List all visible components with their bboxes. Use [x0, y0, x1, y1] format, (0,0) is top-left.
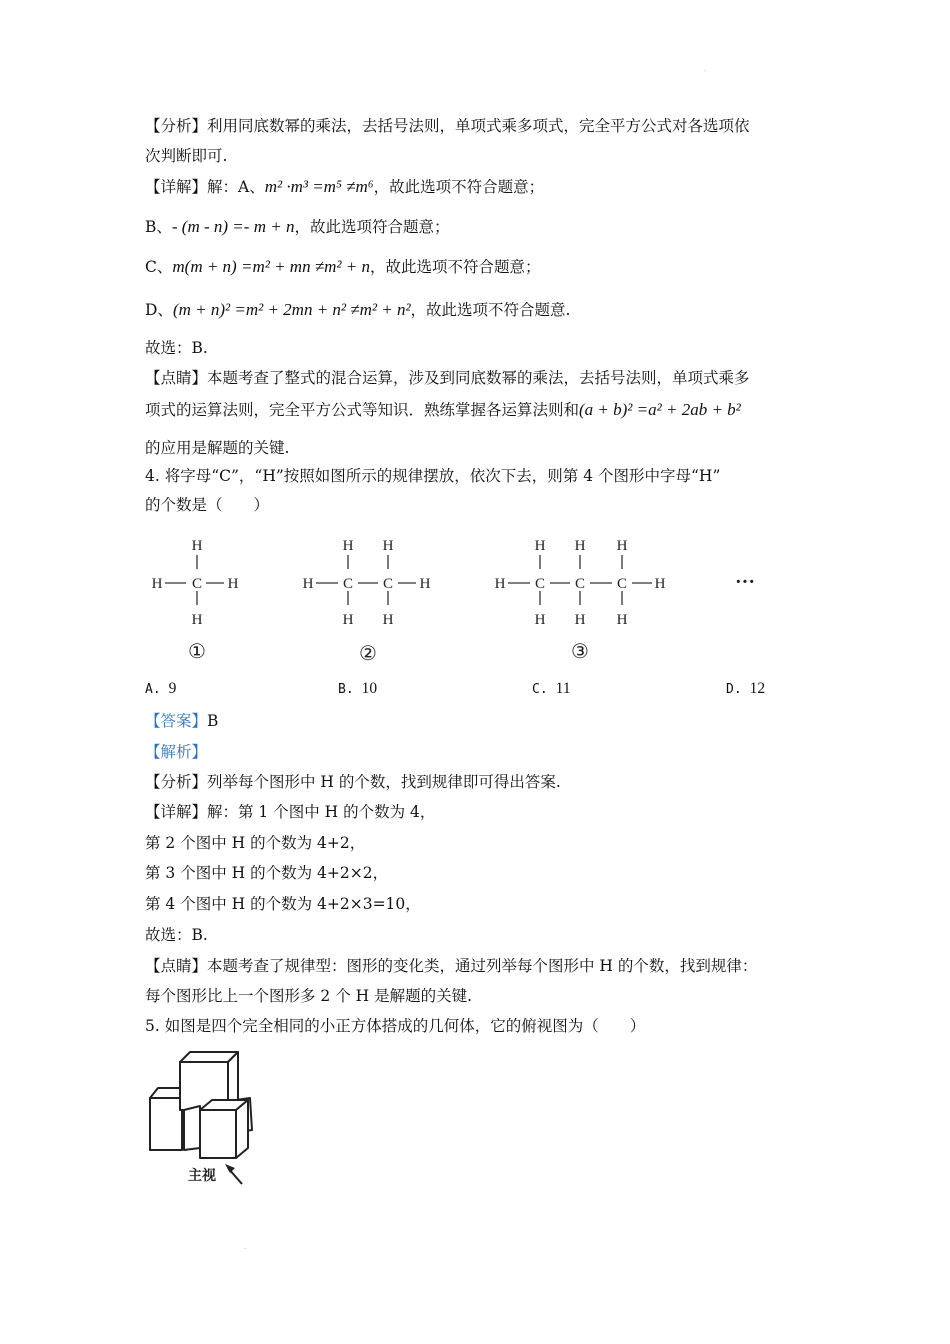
- q4-comment-1: 【点睛】本题考查了规律型：图形的变化类，通过列举每个图形中 H 的个数，找到规律：: [145, 957, 758, 975]
- atom-c: C: [616, 576, 628, 592]
- detail-c-prefix: C、: [145, 258, 173, 276]
- q4-detail-2: 第 2 个图中 H 的个数为 4+2，: [145, 834, 366, 852]
- atom-h: H: [534, 612, 546, 628]
- q4-detail-3: 第 3 个图中 H 的个数为 4+2×2，: [145, 864, 389, 882]
- atom-h: H: [342, 612, 354, 628]
- atom-c: C: [574, 576, 586, 592]
- atom-h: H: [151, 576, 163, 592]
- q4-analysis: 【分析】列举每个图形中 H 的个数，找到规律即可得出答案.: [145, 773, 561, 791]
- option-b-value: 10: [361, 680, 378, 697]
- detail-a-prefix: 【详解】解：A、: [145, 178, 265, 196]
- atom-h: H: [574, 612, 586, 628]
- q4-stem-1: 4. 将字母“C”，“H”按照如图所示的规律摆放，依次下去，则第 4 个图形中字母“H”: [145, 467, 721, 485]
- comment-prev-2-text: 项式的运算法则，完全平方公式等知识．熟练掌握各运算法则和: [145, 401, 580, 419]
- ellipsis: ···: [734, 571, 756, 593]
- detail-b-tail: ，故此选项符合题意；: [294, 218, 450, 236]
- option-c: [532, 680, 571, 698]
- detail-b-prefix: B、: [145, 218, 172, 236]
- view-arrowhead: [225, 1164, 235, 1173]
- atom-h: H: [382, 612, 394, 628]
- atom-h: H: [342, 538, 354, 554]
- formula-b: - (m - n) =- m + n: [171, 217, 295, 236]
- atom-h: H: [382, 538, 394, 554]
- option-d-value: 12: [749, 680, 766, 697]
- option-c-key: C.: [532, 682, 548, 697]
- option-b: [338, 680, 377, 698]
- analysis-line-2: 次判断即可.: [145, 147, 228, 165]
- detail-d-tail: ，故此选项不符合题意.: [410, 301, 571, 319]
- option-a-value: 9: [168, 680, 177, 697]
- q4-comment-2: 每个图形比上一个图形多 2 个 H 是解题的关键.: [145, 987, 473, 1005]
- detail-a-tail: ，故此选项不符合题意；: [373, 178, 545, 196]
- comment-prev-2: [145, 399, 741, 421]
- formula-c: m(m + n) =m² + mn ≠m² + n: [172, 257, 370, 276]
- page-mark-bottom: .: [244, 1244, 246, 1251]
- formula-d: (m + n)² =m² + 2mn + n² ≠m² + n²: [172, 300, 411, 319]
- atom-c: C: [534, 576, 546, 592]
- q5-stem: 5. 如图是四个完全相同的小正方体搭成的几何体，它的俯视图为（ ）: [145, 1017, 646, 1035]
- answer-value: B: [207, 712, 219, 730]
- q4-choice: 故选：B.: [145, 926, 208, 944]
- detail-d-prefix: D、: [145, 301, 173, 319]
- detail-b: [145, 216, 449, 238]
- atom-h: H: [616, 612, 628, 628]
- answer-tag: 【答案】: [145, 712, 208, 730]
- detail-c-tail: ，故此选项不符合题意；: [370, 258, 541, 276]
- detail-d: [145, 299, 570, 321]
- atom-h: H: [302, 576, 314, 592]
- q4-detail-1: 【详解】解：第 1 个图中 H 的个数为 4，: [145, 803, 436, 821]
- atom-h: H: [574, 538, 586, 554]
- choice-prev: 故选：B.: [145, 339, 208, 357]
- q4-figures: [140, 530, 790, 670]
- atom-h: H: [494, 576, 506, 592]
- formula-a: m² ·m³ =m⁵ ≠m⁶: [264, 177, 374, 196]
- comment-prev-1: 【点睛】本题考查了整式的混合运算，涉及到同底数幂的乘法，去括号法则，单项式乘多: [145, 369, 750, 387]
- atom-h: H: [534, 538, 546, 554]
- figure-label-3: ③: [571, 641, 589, 663]
- atom-c: C: [191, 576, 203, 592]
- cube-figure: [140, 1050, 270, 1190]
- view-label: 主视: [188, 1168, 216, 1184]
- figure-label-1: ①: [188, 641, 206, 663]
- atom-h: H: [227, 576, 239, 592]
- atom-h: H: [191, 538, 203, 554]
- atom-h: H: [419, 576, 431, 592]
- atom-h: H: [616, 538, 628, 554]
- q4-detail-4: 第 4 个图中 H 的个数为 4+2×3=10，: [145, 895, 421, 913]
- formula-square: (a + b)² =a² + 2ab + b²: [579, 400, 741, 419]
- answer-line: [145, 710, 218, 732]
- page-mark: .: [704, 66, 706, 73]
- atom-c: C: [342, 576, 354, 592]
- option-a-key: A.: [145, 682, 161, 697]
- atom-h: H: [191, 612, 203, 628]
- atom-h: H: [654, 576, 666, 592]
- option-d: [726, 680, 765, 698]
- detail-c: [145, 256, 541, 278]
- analysis-tag: 【解析】: [145, 743, 208, 761]
- detail-a: [145, 176, 544, 198]
- figure-label-2: ②: [359, 643, 377, 665]
- option-b-key: B.: [338, 682, 354, 697]
- comment-prev-3: 的应用是解题的关键.: [145, 439, 290, 457]
- option-d-key: D.: [726, 682, 742, 697]
- q4-stem-2: 的个数是（ ）: [145, 496, 270, 514]
- analysis-line-1: 【分析】利用同底数幂的乘法，去括号法则，单项式乘多项式，完全平方公式对各选项依: [145, 117, 750, 135]
- atom-c: C: [382, 576, 394, 592]
- option-a: [145, 680, 176, 698]
- option-c-value: 11: [555, 680, 571, 697]
